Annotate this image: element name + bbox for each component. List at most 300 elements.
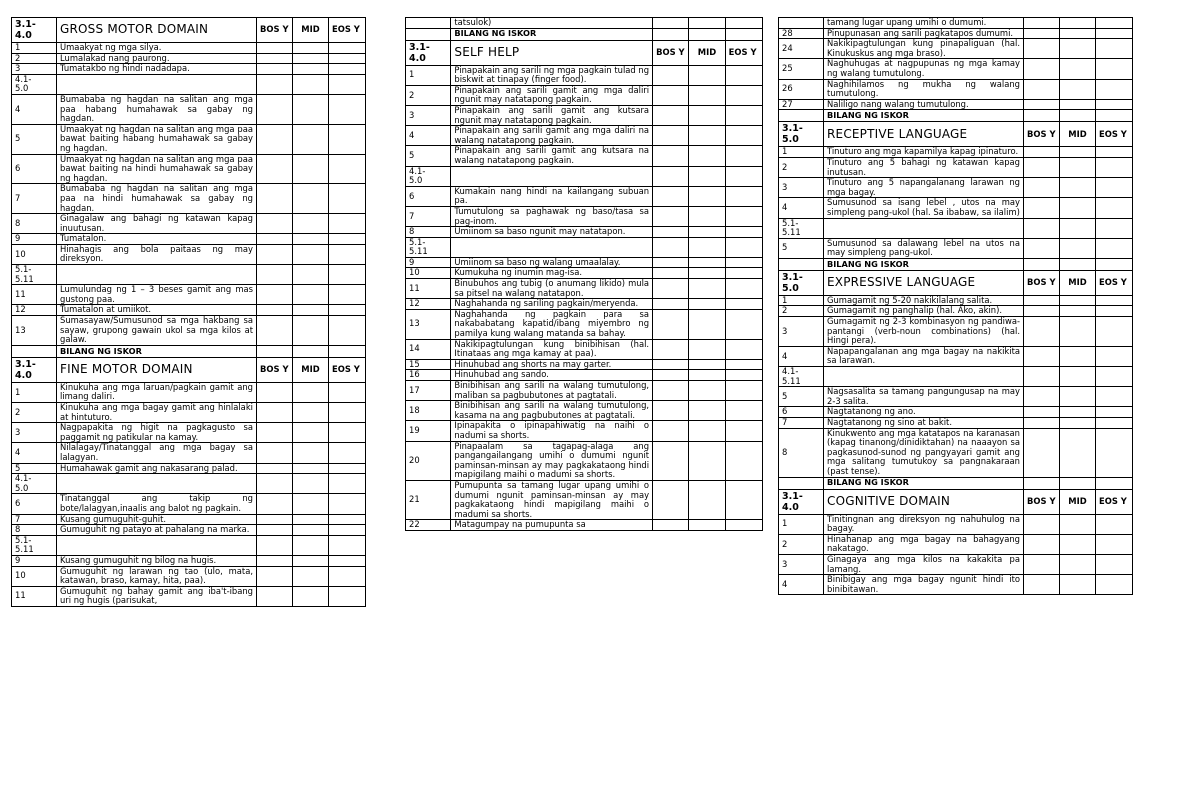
checklist-item-row <box>779 28 1133 39</box>
mid-check-cell[interactable] <box>293 74 329 94</box>
mid-check-cell[interactable] <box>1060 367 1096 387</box>
mid-check-cell[interactable] <box>293 234 329 245</box>
bosy-check-cell[interactable] <box>257 423 293 443</box>
item-description: Bumababa ng hagdan na salitan ang mga paa na hindi humahawak sa gabay ng hagdan. <box>57 184 257 214</box>
item-number: 21 <box>406 480 451 519</box>
bosy-check-cell[interactable] <box>257 586 293 606</box>
mid-check-cell[interactable] <box>1060 238 1096 258</box>
mid-check-cell[interactable] <box>1060 198 1096 218</box>
mid-check-cell[interactable] <box>293 423 329 443</box>
bosy-check-cell[interactable] <box>653 257 689 268</box>
checklist-item-row <box>12 214 366 234</box>
eosy-check-cell[interactable] <box>329 64 366 75</box>
item-description: Gumagamit ng 5-20 nakikilalang salita. <box>824 295 1024 306</box>
eosy-check-cell[interactable] <box>725 480 762 519</box>
eosy-check-cell[interactable] <box>725 186 762 206</box>
mid-check-cell[interactable] <box>293 244 329 264</box>
score-mid-cell[interactable] <box>293 345 329 357</box>
eosy-check-cell[interactable] <box>1096 198 1133 218</box>
mid-check-cell[interactable] <box>293 184 329 214</box>
bosy-check-cell[interactable] <box>653 401 689 421</box>
bosy-check-cell[interactable] <box>1024 514 1060 534</box>
mid-check-cell[interactable] <box>293 305 329 316</box>
checklist-item-row <box>779 428 1133 477</box>
item-description: Binibigay ang mga bagay ngunit hindi ito binibitawan. <box>824 575 1024 595</box>
score-eosy-cell[interactable] <box>1096 110 1133 122</box>
item-number: 7 <box>12 184 57 214</box>
bosy-check-cell[interactable] <box>257 64 293 75</box>
eosy-check-cell[interactable] <box>1096 387 1133 407</box>
checklist-item-row <box>12 285 366 305</box>
checklist-item-row <box>779 346 1133 366</box>
eosy-check-cell[interactable] <box>329 214 366 234</box>
checklist-item-row <box>12 423 366 443</box>
item-number: 5 <box>12 124 57 154</box>
bosy-check-cell[interactable] <box>257 285 293 305</box>
mid-check-cell[interactable] <box>1060 79 1096 99</box>
bosy-check-cell[interactable] <box>257 53 293 64</box>
eosy-check-cell[interactable] <box>329 423 366 443</box>
mid-check-cell[interactable] <box>293 403 329 423</box>
bosy-check-cell[interactable] <box>257 74 293 94</box>
eosy-check-cell[interactable] <box>1096 59 1133 79</box>
score-bosy-cell[interactable] <box>257 345 293 357</box>
bosy-check-cell[interactable] <box>257 305 293 316</box>
eosy-check-cell[interactable] <box>725 65 762 85</box>
eosy-check-cell[interactable] <box>329 586 366 606</box>
bosy-check-cell[interactable] <box>653 480 689 519</box>
eosy-check-cell[interactable] <box>725 421 762 441</box>
bosy-check-cell[interactable] <box>653 441 689 480</box>
mid-check-cell[interactable] <box>689 441 725 480</box>
mid-check-cell[interactable] <box>689 359 725 370</box>
eosy-check-cell[interactable] <box>725 237 762 257</box>
bosy-check-cell[interactable] <box>653 126 689 146</box>
bosy-check-cell[interactable] <box>653 105 689 125</box>
mid-check-cell[interactable] <box>1060 218 1096 238</box>
mid-check-cell[interactable] <box>1060 28 1096 39</box>
item-number: 4 <box>406 126 451 146</box>
bosy-check-cell[interactable] <box>257 555 293 566</box>
mid-check-cell[interactable] <box>1060 534 1096 554</box>
checklist-item-row <box>406 421 763 441</box>
eosy-check-cell[interactable] <box>329 53 366 64</box>
score-eosy-cell[interactable] <box>1096 258 1133 270</box>
eosy-check-cell[interactable] <box>725 206 762 226</box>
eosy-check-cell[interactable] <box>329 463 366 474</box>
bosy-check-cell[interactable] <box>257 494 293 514</box>
eosy-check-cell[interactable] <box>1096 79 1133 99</box>
eosy-check-cell[interactable] <box>725 146 762 166</box>
mid-check-cell[interactable] <box>689 257 725 268</box>
mid-check-cell[interactable] <box>689 299 725 310</box>
item-number: 11 <box>406 279 451 299</box>
eosy-check-cell[interactable] <box>329 316 366 346</box>
mid-check-cell[interactable] <box>293 382 329 402</box>
bosy-check-cell[interactable] <box>653 166 689 186</box>
mid-check-cell[interactable] <box>689 85 725 105</box>
bosy-check-cell[interactable] <box>257 382 293 402</box>
item-number: 3 <box>779 554 824 574</box>
bosy-check-cell[interactable] <box>257 474 293 494</box>
eosy-check-cell[interactable] <box>1096 407 1133 418</box>
eosy-check-cell[interactable] <box>1096 534 1133 554</box>
score-bosy-cell[interactable] <box>1024 258 1060 270</box>
eosy-check-cell[interactable] <box>1096 39 1133 59</box>
bosy-check-cell[interactable] <box>257 214 293 234</box>
score-bosy-cell[interactable] <box>653 28 689 40</box>
mid-check-cell[interactable] <box>293 555 329 566</box>
score-row <box>406 28 763 40</box>
eosy-check-cell[interactable] <box>329 184 366 214</box>
bosy-check-cell[interactable] <box>1024 387 1060 407</box>
bosy-check-cell[interactable] <box>653 381 689 401</box>
bosy-check-cell[interactable] <box>257 443 293 463</box>
mid-check-cell[interactable] <box>1060 59 1096 79</box>
item-number <box>779 18 824 29</box>
bosy-check-cell[interactable] <box>653 146 689 166</box>
eosy-check-cell[interactable] <box>329 514 366 525</box>
item-description: Nakikipagtulungan kung pinapaliguan (hal. Kinukuskus ang mga braso). <box>824 39 1024 59</box>
mid-check-cell[interactable] <box>689 126 725 146</box>
item-number: 13 <box>12 316 57 346</box>
mid-check-cell[interactable] <box>293 285 329 305</box>
bosy-check-cell[interactable] <box>1024 238 1060 258</box>
bosy-check-cell[interactable] <box>653 359 689 370</box>
bosy-check-cell[interactable] <box>1024 534 1060 554</box>
mid-check-cell[interactable] <box>293 443 329 463</box>
mid-check-cell[interactable] <box>689 65 725 85</box>
bosy-check-cell[interactable] <box>1024 28 1060 39</box>
bosy-check-cell[interactable] <box>257 463 293 474</box>
eosy-check-cell[interactable] <box>725 105 762 125</box>
eosy-check-cell[interactable] <box>1096 28 1133 39</box>
bosy-check-cell[interactable] <box>1024 367 1060 387</box>
eosy-check-cell[interactable] <box>1096 317 1133 347</box>
mid-check-cell[interactable] <box>293 124 329 154</box>
mid-check-cell[interactable] <box>1060 407 1096 418</box>
item-description: Naghahanda ng pagkain para sa nakababatang kapatid/ibang miyembro ng pamilya kung walang matanda sa bahay. <box>451 309 653 339</box>
bosy-check-cell[interactable] <box>257 124 293 154</box>
eosy-check-cell[interactable] <box>1096 157 1133 177</box>
mid-check-cell[interactable] <box>1060 554 1096 574</box>
bosy-check-cell[interactable] <box>1024 218 1060 238</box>
bosy-check-cell[interactable] <box>653 268 689 279</box>
mid-check-cell[interactable] <box>1060 317 1096 347</box>
bosy-check-cell[interactable] <box>257 184 293 214</box>
mid-check-cell[interactable] <box>689 309 725 339</box>
bosy-check-cell[interactable] <box>1024 79 1060 99</box>
item-number: 8 <box>406 227 451 238</box>
mid-check-cell[interactable] <box>293 154 329 184</box>
mid-check-cell[interactable] <box>293 214 329 234</box>
bosy-check-cell[interactable] <box>1024 59 1060 79</box>
domain-header-cognitive-domain <box>779 489 1133 514</box>
bosy-check-cell[interactable] <box>653 279 689 299</box>
eosy-check-cell[interactable] <box>1096 218 1133 238</box>
bosy-check-cell[interactable] <box>257 154 293 184</box>
mid-check-cell[interactable] <box>293 474 329 494</box>
mid-check-cell[interactable] <box>689 339 725 359</box>
bosy-check-cell[interactable] <box>653 339 689 359</box>
mid-check-cell[interactable] <box>689 520 725 531</box>
checklist-item-row <box>779 514 1133 534</box>
bosy-check-cell[interactable] <box>257 316 293 346</box>
mid-check-cell[interactable] <box>1060 157 1096 177</box>
score-eosy-cell[interactable] <box>329 345 366 357</box>
item-description: Tinitingnan ang direksyon ng nahuhulog na bagay. <box>824 514 1024 534</box>
eosy-check-cell[interactable] <box>725 257 762 268</box>
bosy-check-cell[interactable] <box>257 244 293 264</box>
eosy-check-cell[interactable] <box>725 166 762 186</box>
eosy-check-cell[interactable] <box>1096 514 1133 534</box>
age-range-row <box>12 74 366 94</box>
eosy-check-cell[interactable] <box>329 154 366 184</box>
eosy-check-cell[interactable] <box>329 94 366 124</box>
eosy-check-cell[interactable] <box>1096 147 1133 158</box>
bosy-check-cell[interactable] <box>1024 428 1060 477</box>
eosy-check-cell[interactable] <box>1096 99 1133 110</box>
bosy-check-cell[interactable] <box>653 85 689 105</box>
eosy-check-cell[interactable] <box>329 443 366 463</box>
bosy-check-cell[interactable] <box>1024 99 1060 110</box>
item-number: 8 <box>12 214 57 234</box>
bosy-check-cell[interactable] <box>1024 346 1060 366</box>
mid-check-cell[interactable] <box>1060 99 1096 110</box>
domain-header-gross-motor-domain <box>12 18 366 43</box>
eosy-check-cell[interactable] <box>1096 178 1133 198</box>
bosy-check-cell[interactable] <box>1024 295 1060 306</box>
mid-check-cell[interactable] <box>1060 295 1096 306</box>
item-description <box>451 237 653 257</box>
mid-check-cell[interactable] <box>689 186 725 206</box>
eosy-check-cell[interactable] <box>329 43 366 54</box>
item-description: Matagumpay na pumupunta sa <box>451 520 653 531</box>
mid-check-cell[interactable] <box>689 401 725 421</box>
mid-check-cell[interactable] <box>689 421 725 441</box>
score-eosy-cell[interactable] <box>1096 477 1133 489</box>
bosy-check-cell[interactable] <box>257 43 293 54</box>
eosy-check-cell[interactable] <box>329 382 366 402</box>
bosy-check-cell[interactable] <box>1024 39 1060 59</box>
bosy-check-cell[interactable] <box>653 309 689 339</box>
domain-title: SELF HELP <box>451 40 653 65</box>
eosy-check-cell[interactable] <box>1096 418 1133 429</box>
bosy-check-cell[interactable] <box>1024 554 1060 574</box>
mid-check-cell[interactable] <box>293 566 329 586</box>
mid-check-cell[interactable] <box>1060 428 1096 477</box>
eosy-check-cell[interactable] <box>725 299 762 310</box>
item-description: Hinahanap ang mga bagay na bahagyang nakatago. <box>824 534 1024 554</box>
bosy-check-cell[interactable] <box>653 227 689 238</box>
eosy-check-cell[interactable] <box>329 474 366 494</box>
eosy-check-cell[interactable] <box>329 265 366 285</box>
bosy-check-cell[interactable] <box>1024 147 1060 158</box>
mid-check-cell[interactable] <box>293 43 329 54</box>
score-mid-cell[interactable] <box>1060 110 1096 122</box>
eosy-check-cell[interactable] <box>329 285 366 305</box>
eosy-check-cell[interactable] <box>725 441 762 480</box>
mid-check-cell[interactable] <box>1060 514 1096 534</box>
mid-check-cell[interactable] <box>293 316 329 346</box>
eosy-check-cell[interactable] <box>725 520 762 531</box>
mid-check-cell[interactable] <box>689 18 725 29</box>
checklist-item-row <box>12 382 366 402</box>
mid-check-cell[interactable] <box>1060 18 1096 29</box>
bosy-check-cell[interactable] <box>257 514 293 525</box>
mid-check-cell[interactable] <box>1060 575 1096 595</box>
eosy-check-cell[interactable] <box>725 126 762 146</box>
mid-check-cell[interactable] <box>689 237 725 257</box>
bosy-check-cell[interactable] <box>257 234 293 245</box>
eosy-check-cell[interactable] <box>329 74 366 94</box>
bosy-check-cell[interactable] <box>257 265 293 285</box>
eosy-check-cell[interactable] <box>1096 554 1133 574</box>
checklist-item-row <box>406 126 763 146</box>
mid-check-cell[interactable] <box>1060 346 1096 366</box>
mid-check-cell[interactable] <box>689 206 725 226</box>
bosy-check-cell[interactable] <box>1024 418 1060 429</box>
bosy-check-cell[interactable] <box>653 18 689 29</box>
item-number: 16 <box>406 370 451 381</box>
bosy-check-cell[interactable] <box>257 566 293 586</box>
eosy-check-cell[interactable] <box>329 124 366 154</box>
eosy-check-cell[interactable] <box>329 403 366 423</box>
checklist-item-row <box>406 279 763 299</box>
eosy-check-cell[interactable] <box>1096 306 1133 317</box>
mid-check-cell[interactable] <box>293 64 329 75</box>
mid-check-cell[interactable] <box>689 105 725 125</box>
bosy-check-cell[interactable] <box>1024 157 1060 177</box>
checklist-item-row <box>779 554 1133 574</box>
item-number: 5 <box>779 387 824 407</box>
score-mid-cell[interactable] <box>1060 477 1096 489</box>
mid-check-cell[interactable] <box>689 268 725 279</box>
bosy-check-cell[interactable] <box>1024 306 1060 317</box>
checklist-item-row <box>406 370 763 381</box>
checklist-item-row <box>406 401 763 421</box>
eosy-check-cell[interactable] <box>725 381 762 401</box>
mid-check-cell[interactable] <box>689 381 725 401</box>
bosy-check-cell[interactable] <box>653 206 689 226</box>
bosy-check-cell[interactable] <box>1024 198 1060 218</box>
eosy-check-cell[interactable] <box>725 18 762 29</box>
mid-check-cell[interactable] <box>1060 306 1096 317</box>
item-description: Nilalagay/Tinatanggal ang mga bagay sa lalagyan. <box>57 443 257 463</box>
eosy-check-cell[interactable] <box>725 370 762 381</box>
mid-check-cell[interactable] <box>1060 39 1096 59</box>
mid-check-cell[interactable] <box>1060 147 1096 158</box>
mid-check-cell[interactable] <box>689 146 725 166</box>
bosy-check-cell[interactable] <box>1024 18 1060 29</box>
mid-check-cell[interactable] <box>689 166 725 186</box>
item-number: 5 <box>779 238 824 258</box>
mid-check-cell[interactable] <box>293 94 329 124</box>
mid-check-cell[interactable] <box>293 265 329 285</box>
eosy-check-cell[interactable] <box>1096 18 1133 29</box>
mid-check-cell[interactable] <box>1060 418 1096 429</box>
eosy-check-cell[interactable] <box>725 268 762 279</box>
bosy-check-cell[interactable] <box>1024 575 1060 595</box>
bosy-check-cell[interactable] <box>653 370 689 381</box>
item-number: 6 <box>406 186 451 206</box>
item-number: 24 <box>779 39 824 59</box>
bosy-check-cell[interactable] <box>1024 407 1060 418</box>
bosy-check-cell[interactable] <box>1024 178 1060 198</box>
eosy-check-cell[interactable] <box>1096 367 1133 387</box>
checklist-item-row <box>779 59 1133 79</box>
eosy-check-cell[interactable] <box>329 566 366 586</box>
bosy-check-cell[interactable] <box>653 65 689 85</box>
eosy-check-cell[interactable] <box>725 279 762 299</box>
eosy-check-cell[interactable] <box>725 309 762 339</box>
mid-check-cell[interactable] <box>293 514 329 525</box>
bosy-check-cell[interactable] <box>1024 317 1060 347</box>
mid-check-cell[interactable] <box>1060 178 1096 198</box>
eosy-check-cell[interactable] <box>1096 238 1133 258</box>
eosy-check-cell[interactable] <box>725 401 762 421</box>
bosy-check-cell[interactable] <box>653 186 689 206</box>
mid-check-cell[interactable] <box>293 525 329 536</box>
eosy-check-cell[interactable] <box>725 227 762 238</box>
bosy-check-cell[interactable] <box>653 237 689 257</box>
eosy-check-cell[interactable] <box>1096 575 1133 595</box>
mid-check-cell[interactable] <box>1060 387 1096 407</box>
eosy-check-cell[interactable] <box>1096 295 1133 306</box>
score-bosy-cell[interactable] <box>1024 477 1060 489</box>
eosy-header: EOS Y <box>1096 122 1133 147</box>
score-bosy-cell[interactable] <box>1024 110 1060 122</box>
bosy-check-cell[interactable] <box>257 535 293 555</box>
checklist-item-row <box>406 359 763 370</box>
mid-check-cell[interactable] <box>689 480 725 519</box>
mid-check-cell[interactable] <box>689 370 725 381</box>
mid-check-cell[interactable] <box>293 463 329 474</box>
mid-check-cell[interactable] <box>689 279 725 299</box>
item-number: 11 <box>12 285 57 305</box>
item-description: Kumukuha ng inumin mag-isa. <box>451 268 653 279</box>
eosy-check-cell[interactable] <box>725 339 762 359</box>
eosy-check-cell[interactable] <box>329 555 366 566</box>
eosy-check-cell[interactable] <box>1096 428 1133 477</box>
eosy-check-cell[interactable] <box>329 535 366 555</box>
eosy-check-cell[interactable] <box>725 85 762 105</box>
score-mid-cell[interactable] <box>689 28 725 40</box>
score-eosy-cell[interactable] <box>725 28 762 40</box>
bosy-check-cell[interactable] <box>653 299 689 310</box>
bosy-check-cell[interactable] <box>257 525 293 536</box>
eosy-check-cell[interactable] <box>329 494 366 514</box>
item-number: 1 <box>12 43 57 54</box>
eosy-check-cell[interactable] <box>1096 346 1133 366</box>
eosy-check-cell[interactable] <box>329 244 366 264</box>
mid-check-cell[interactable] <box>293 586 329 606</box>
checklist-table <box>11 17 366 607</box>
eosy-check-cell[interactable] <box>725 359 762 370</box>
score-mid-cell[interactable] <box>1060 258 1096 270</box>
bosy-check-cell[interactable] <box>257 94 293 124</box>
eosy-check-cell[interactable] <box>329 234 366 245</box>
mid-check-cell[interactable] <box>293 494 329 514</box>
bosy-check-cell[interactable] <box>257 403 293 423</box>
bosy-check-cell[interactable] <box>653 421 689 441</box>
mid-check-cell[interactable] <box>293 53 329 64</box>
mid-check-cell[interactable] <box>293 535 329 555</box>
eosy-check-cell[interactable] <box>329 525 366 536</box>
mid-check-cell[interactable] <box>689 227 725 238</box>
bosy-check-cell[interactable] <box>653 520 689 531</box>
eosy-check-cell[interactable] <box>329 305 366 316</box>
